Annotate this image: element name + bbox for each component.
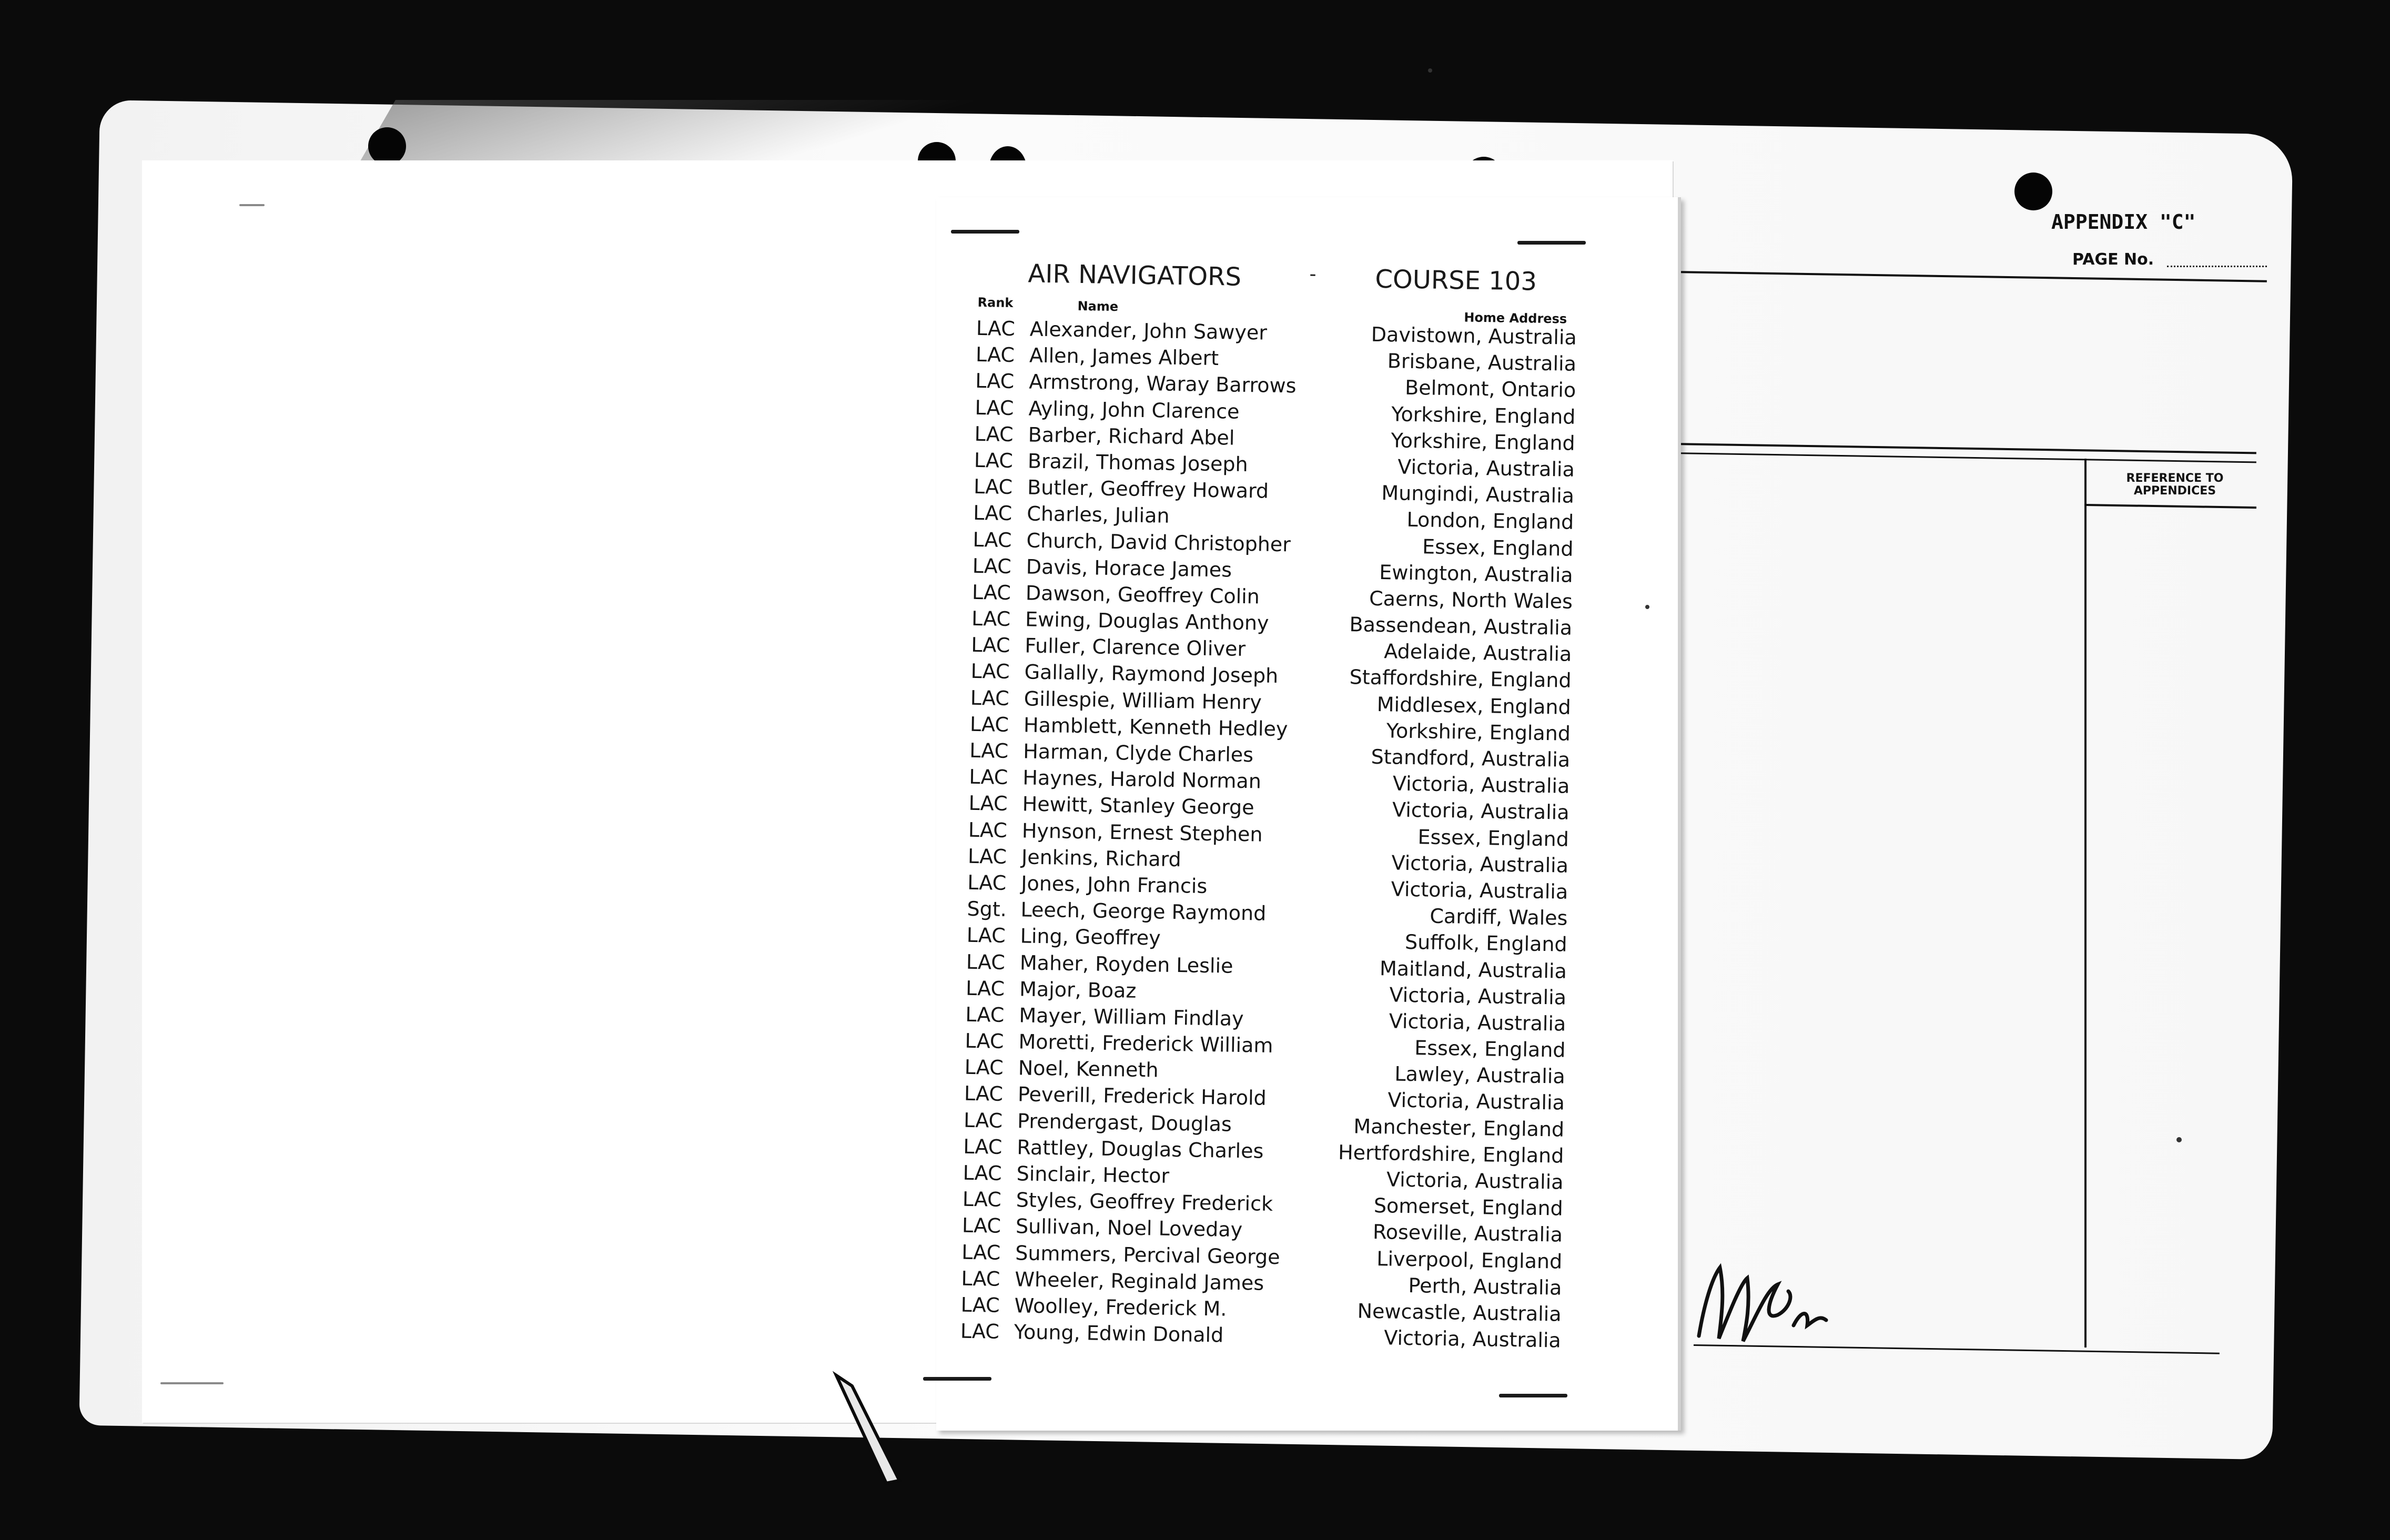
name-cell: Woolley, Frederick M.	[1014, 1294, 1227, 1321]
rank-cell: LAC	[967, 844, 1007, 868]
punch-hole	[368, 127, 406, 165]
address-cell: Cardiff, Wales	[1430, 904, 1568, 930]
address-cell: Middlesex, England	[1376, 692, 1572, 719]
rank-cell: LAC	[960, 1293, 1000, 1317]
rank-column-header: Rank	[977, 295, 1014, 310]
rank-cell: LAC	[974, 422, 1014, 446]
address-cell: Victoria, Australia	[1391, 877, 1568, 904]
rank-cell: LAC	[972, 554, 1012, 578]
rank-cell: LAC	[967, 870, 1007, 895]
name-cell: Hamblett, Kenneth Hedley	[1023, 713, 1288, 741]
reference-column-header: REFERENCE TO APPENDICES	[2126, 472, 2224, 498]
rank-cell: LAC	[971, 580, 1011, 604]
title-separator: -	[1309, 263, 1316, 286]
address-cell: Victoria, Australia	[1391, 851, 1569, 877]
address-cell: Victoria, Australia	[1389, 1009, 1566, 1036]
rank-cell: LAC	[961, 1267, 1000, 1291]
name-cell: Noel, Kenneth	[1018, 1056, 1159, 1082]
name-cell: Rattley, Douglas Charles	[1017, 1136, 1264, 1163]
name-cell: Ayling, John Clarence	[1028, 397, 1240, 423]
page-number-field	[2167, 266, 2267, 267]
rank-cell: LAC	[962, 1187, 1002, 1212]
name-cell: Ewing, Douglas Anthony	[1025, 607, 1269, 635]
name-cell: Sullivan, Noel Loveday	[1015, 1214, 1243, 1242]
address-cell: Standford, Australia	[1371, 745, 1571, 772]
mark	[923, 1377, 991, 1381]
name-cell: Hewitt, Stanley George	[1022, 792, 1254, 819]
rank-cell: LAC	[971, 606, 1011, 631]
address-cell: Victoria, Australia	[1392, 798, 1569, 825]
name-cell: Alexander, John Sawyer	[1029, 317, 1268, 345]
punch-hole	[2014, 173, 2052, 210]
address-cell: Hertfordshire, England	[1338, 1140, 1564, 1168]
name-cell: Leech, George Raymond	[1020, 898, 1267, 925]
address-cell: Victoria, Australia	[1388, 1088, 1565, 1115]
address-cell: Brisbane, Australia	[1387, 349, 1577, 376]
rank-cell: LAC	[969, 765, 1008, 789]
name-cell: Peverill, Frederick Harold	[1017, 1082, 1267, 1110]
rank-cell: LAC	[960, 1319, 1000, 1343]
address-cell: Caerns, North Wales	[1369, 586, 1573, 613]
address-cell: Yorkshire, England	[1386, 719, 1571, 745]
rank-cell: LAC	[970, 686, 1010, 710]
name-cell: Dawson, Geoffrey Colin	[1025, 581, 1260, 609]
address-cell: Victoria, Australia	[1384, 1326, 1562, 1352]
rank-cell: LAC	[965, 1002, 1005, 1027]
name-cell: Gillespie, William Henry	[1024, 687, 1262, 714]
address-cell: Staffordshire, England	[1349, 665, 1572, 693]
name-cell: Church, David Christopher	[1026, 528, 1291, 556]
name-cell: Maher, Royden Leslie	[1019, 950, 1233, 978]
appendix-label: APPENDIX "C"	[2051, 210, 2196, 234]
rank-cell: LAC	[975, 343, 1015, 367]
address-cell: Roseville, Australia	[1372, 1220, 1563, 1247]
name-cell: Jones, John Francis	[1020, 872, 1208, 898]
name-cell: Haynes, Harold Norman	[1022, 766, 1262, 793]
name-cell: Brazil, Thomas Joseph	[1027, 449, 1249, 476]
rank-cell: LAC	[973, 474, 1013, 499]
address-cell: Adelaide, Australia	[1384, 640, 1572, 666]
name-cell: Summers, Percival George	[1015, 1241, 1280, 1269]
address-cell: Essex, England	[1414, 1036, 1566, 1062]
clip-shadow	[831, 1370, 910, 1491]
address-cell: Victoria, Australia	[1386, 1168, 1564, 1194]
rank-cell: LAC	[964, 1082, 1004, 1106]
address-cell: Suffolk, England	[1404, 930, 1567, 956]
rank-cell: LAC	[966, 950, 1006, 974]
handwritten-initials	[1688, 1247, 1830, 1352]
course-number: COURSE 103	[1375, 264, 1537, 297]
rank-cell: Sgt.	[967, 897, 1007, 921]
speck	[2176, 1137, 2182, 1142]
rank-cell: LAC	[964, 1055, 1004, 1080]
address-cell: Ewington, Australia	[1379, 560, 1574, 587]
rank-cell: LAC	[974, 448, 1014, 472]
name-cell: Major, Boaz	[1019, 977, 1137, 1002]
rank-cell: LAC	[963, 1134, 1002, 1159]
address-cell: Yorkshire, England	[1391, 402, 1576, 429]
address-cell: Victoria, Australia	[1397, 455, 1575, 481]
rank-cell: LAC	[963, 1108, 1003, 1132]
name-cell: Moretti, Frederick William	[1018, 1030, 1273, 1057]
rank-cell: LAC	[973, 528, 1012, 552]
mark	[160, 1382, 224, 1384]
address-cell: Mungindi, Australia	[1381, 481, 1575, 508]
name-cell: Jenkins, Richard	[1021, 845, 1182, 871]
address-cell: Somerset, England	[1373, 1194, 1564, 1220]
address-cell: Essex, England	[1422, 534, 1574, 561]
address-cell: Yorkshire, England	[1391, 429, 1575, 455]
address-cell: Manchester, England	[1353, 1114, 1565, 1141]
rank-cell: LAC	[970, 660, 1010, 684]
address-cell: Essex, England	[1417, 825, 1569, 851]
address-column-header: Home Address	[1464, 310, 1567, 327]
name-cell: Hynson, Ernest Stephen	[1021, 818, 1263, 846]
rank-cell: LAC	[963, 1161, 1002, 1185]
address-cell: Newcastle, Australia	[1357, 1299, 1562, 1326]
course-roll	[930, 258, 1578, 1354]
rank-cell: LAC	[965, 1029, 1004, 1053]
rank-cell: LAC	[968, 792, 1008, 816]
name-cell: Styles, Geoffrey Frederick	[1016, 1188, 1273, 1216]
name-cell: Sinclair, Hector	[1016, 1162, 1170, 1188]
name-cell: Harman, Clyde Charles	[1022, 739, 1254, 767]
address-cell: Victoria, Australia	[1392, 772, 1570, 798]
roll-entries	[930, 315, 1577, 1354]
name-cell: Young, Edwin Donald	[1014, 1320, 1224, 1347]
mark	[1517, 241, 1586, 245]
address-cell: Lawley, Australia	[1394, 1062, 1566, 1088]
address-cell: London, England	[1406, 508, 1574, 534]
name-cell: Charles, Julian	[1027, 502, 1170, 528]
rank-cell: LAC	[975, 369, 1015, 393]
address-cell: Davistown, Australia	[1371, 322, 1577, 349]
rank-cell: LAC	[965, 976, 1005, 1000]
rank-cell: LAC	[968, 818, 1008, 842]
rank-cell: LAC	[966, 924, 1006, 948]
mark	[239, 204, 265, 206]
rank-cell: LAC	[969, 738, 1009, 763]
name-cell: Armstrong, Waray Barrows	[1028, 370, 1297, 398]
name-cell: Prendergast, Douglas	[1017, 1109, 1232, 1136]
address-cell: Victoria, Australia	[1389, 983, 1567, 1009]
mark	[951, 230, 1019, 234]
name-cell: Wheeler, Reginald James	[1015, 1268, 1264, 1295]
rank-cell: LAC	[975, 396, 1014, 420]
name-cell: Allen, James Albert	[1029, 343, 1219, 370]
address-cell: Perth, Australia	[1408, 1273, 1562, 1300]
name-cell: Gallally, Raymond Joseph	[1024, 660, 1279, 688]
name-cell: Butler, Geoffrey Howard	[1027, 475, 1269, 503]
rank-cell: LAC	[976, 316, 1016, 341]
name-cell: Ling, Geoffrey	[1020, 924, 1161, 950]
page-number-label: PAGE No.	[2072, 250, 2154, 269]
reference-column-divider	[2084, 459, 2087, 1348]
mark	[1499, 1394, 1567, 1397]
name-cell: Barber, Richard Abel	[1028, 423, 1235, 450]
rank-cell: LAC	[971, 633, 1010, 657]
address-cell: Maitland, Australia	[1379, 956, 1567, 983]
address-cell: Liverpool, England	[1376, 1247, 1563, 1273]
rank-cell: LAC	[973, 501, 1012, 525]
speck	[1428, 68, 1432, 73]
name-cell: Mayer, William Findlay	[1019, 1004, 1244, 1030]
rank-cell: LAC	[961, 1240, 1001, 1264]
speck	[1645, 605, 1649, 609]
address-cell: Bassendean, Australia	[1349, 613, 1573, 640]
rank-cell: LAC	[961, 1214, 1001, 1238]
address-cell: Belmont, Ontario	[1404, 376, 1576, 402]
roll-title: AIR NAVIGATORS	[1028, 259, 1242, 292]
name-cell: Fuller, Clarence Oliver	[1025, 634, 1246, 661]
name-cell: Davis, Horace James	[1026, 555, 1232, 582]
rank-cell: LAC	[969, 712, 1009, 736]
name-column-header: Name	[1077, 298, 1119, 315]
